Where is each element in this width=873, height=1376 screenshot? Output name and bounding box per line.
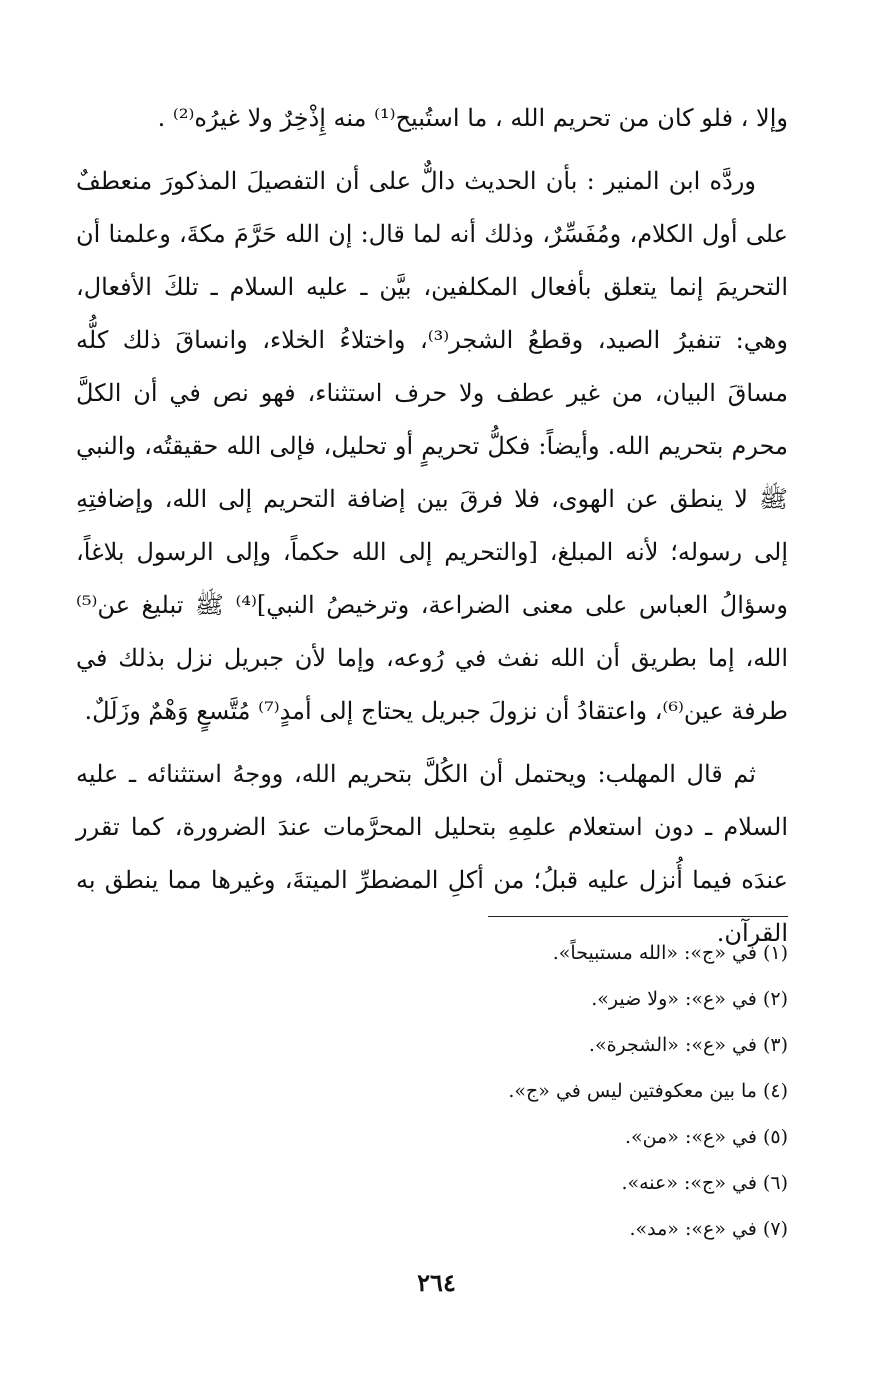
paragraph-1: وإلا ، فلو كان من تحريم الله ، ما استُبيح⁽¹⁾ منه إِذْخِرٌ ولا غيرُه⁽²⁾ . bbox=[157, 104, 788, 132]
footnote-6: (٦) في «ج»: «عنه». bbox=[621, 1172, 788, 1194]
paragraph-3: ثم قال المهلب: ويحتمل أن الكُلَّ بتحريم الله، ووجهُ استثنائه ـ عليه السلام ـ دون استعلام علمِهِ بتحليل المحرَّمات عندَ الضرورة، كما تقرر عندَه فيما أُنزل عليه قبلُ؛ من أكلِ المضطرِّ الميتةَ، وغيرها مما ينطق به القرآن. bbox=[76, 760, 788, 947]
footnote-7: (٧) في «ع»: «مد». bbox=[629, 1218, 788, 1240]
footnote-5: (٥) في «ع»: «من». bbox=[624, 1126, 788, 1148]
footnote-2: (٢) في «ع»: «ولا ضير». bbox=[591, 988, 788, 1010]
main-text bbox=[76, 92, 788, 970]
paragraph-2: وردَّه ابن المنير : بأن الحديث دالٌّ على أن التفصيلَ المذكورَ منعطفٌ على أول الكلام، ومُفَسِّرٌ، وذلك أنه لما قال: إن الله حَرَّمَ مكةَ، وعلمنا أن التحريمَ إنما يتعلق بأفعال المكلفين، بيَّن ـ عليه السلام ـ تلكَ الأفعال، وهي: تنفيرُ الصيد، وقطعُ الشجر⁽³⁾، واختلاءُ الخلاء، وانساقَ ذلك كلُّه مساقَ البيان، من غير عطف ولا حرف استثناء، فهو نص في أن الكلَّ محرم بتحريم الله. وأيضاً: فكلُّ تحريمٍ أو تحليل، فإلى الله حقيقتُه، والنبي ﷺ لا ينطق عن الهوى، فلا فرقَ بين إضافة التحريم إلى الله، وإضافتِهِ إلى رسوله؛ لأنه المبلغ، [والتحريم إلى الله حكماً، وإلى الرسول بلاغاً، وسؤالُ العباس على معنى الضراعة، وترخيصُ النبي]⁽⁴⁾ ﷺ تبليغ عن⁽⁵⁾ الله، إما بطريق أن الله نفث في رُوعه، وإما لأن جبريل نزل بذلك في طرفة عين⁽⁶⁾، واعتقادُ أن نزولَ جبريل يحتاج إلى أمدٍ⁽⁷⁾ مُتَّسعٍ وَهْمٌ وزَلَلٌ. bbox=[76, 167, 789, 725]
page-number: ٢٦٤ bbox=[417, 1268, 456, 1297]
footnotes-list bbox=[76, 930, 788, 1252]
footnote-4: (٤) ما بين معكوفتين ليس في «ج». bbox=[508, 1080, 788, 1102]
footnote-divider bbox=[488, 916, 788, 917]
footnote-1: (١) في «ج»: «الله مستبيحاً». bbox=[552, 942, 788, 964]
footnote-3: (٣) في «ع»: «الشجرة». bbox=[588, 1034, 788, 1056]
